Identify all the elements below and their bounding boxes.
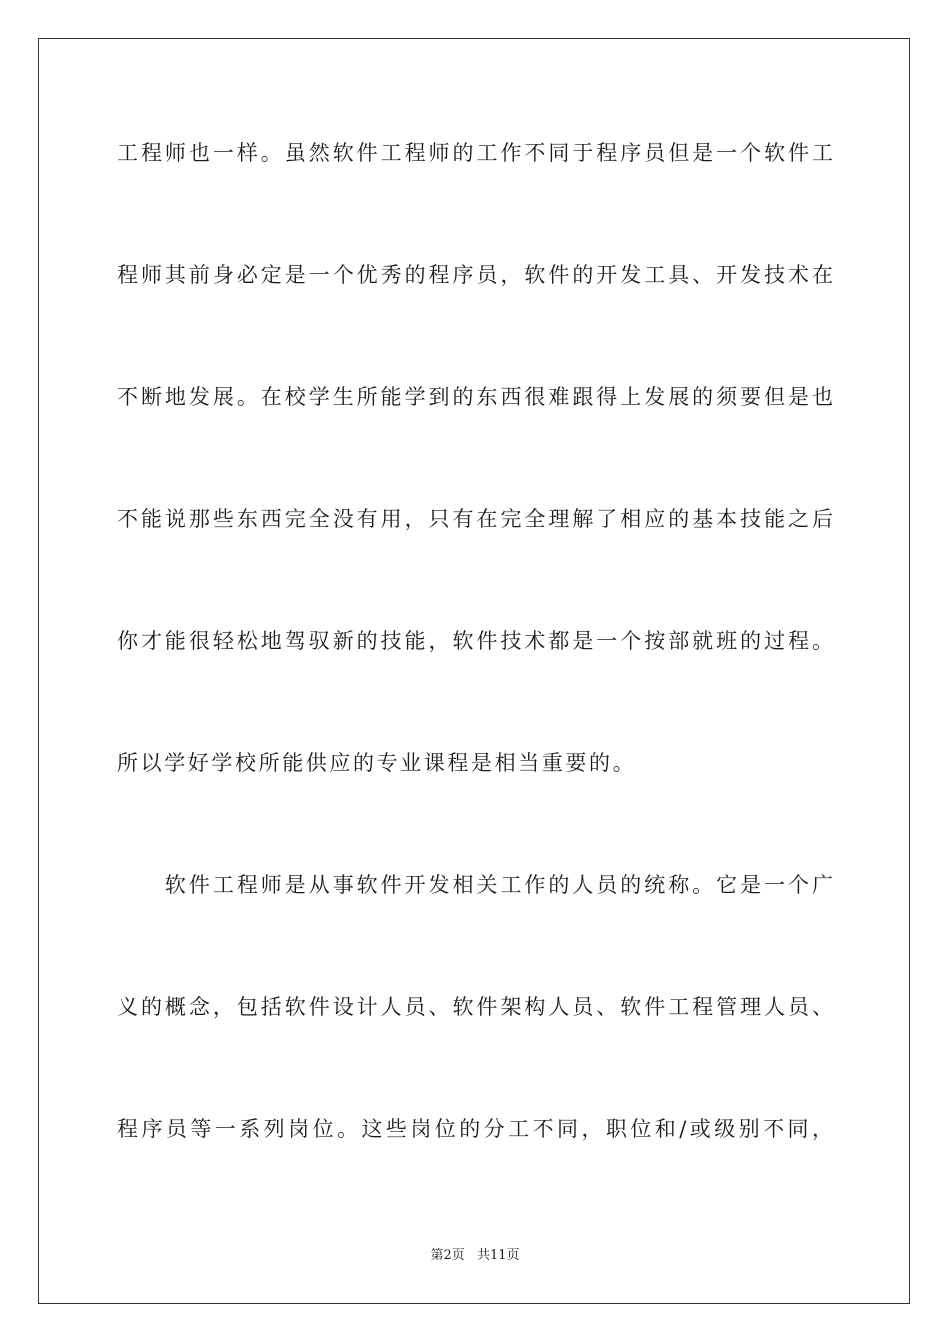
paragraph-line-3: 不断地发展。在校学生所能学到的东西很难跟得上发展的须要但是也 xyxy=(117,385,833,409)
paragraph-line-8: 义的概念，包括软件设计人员、软件架构人员、软件工程管理人员、 xyxy=(117,995,833,1019)
paragraph-line-4: 不能说那些东西完全没有用，只有在完全理解了相应的基本技能之后 xyxy=(117,507,833,531)
paragraph-line-2: 程师其前身必定是一个优秀的程序员，软件的开发工具、开发技术在 xyxy=(117,263,833,287)
paragraph-line-6: 所以学好学校所能供应的专业课程是相当重要的。 xyxy=(117,751,637,775)
paragraph-line-9: 程序员等一系列岗位。这些岗位的分工不同，职位和/或级别不同， xyxy=(117,1117,833,1141)
paragraph-line-7: 软件工程师是从事软件开发相关工作的人员的统称。它是一个广 xyxy=(117,873,833,897)
page-number: 第2页 xyxy=(430,1248,465,1263)
page-total: 共11页 xyxy=(476,1248,520,1263)
paragraph-line-1: 工程师也一样。虽然软件工程师的工作不同于程序员但是一个软件工 xyxy=(117,141,833,165)
page-footer xyxy=(0,1247,950,1265)
paragraph-line-5: 你才能很轻松地驾驭新的技能，软件技术都是一个按部就班的过程。 xyxy=(117,629,833,653)
